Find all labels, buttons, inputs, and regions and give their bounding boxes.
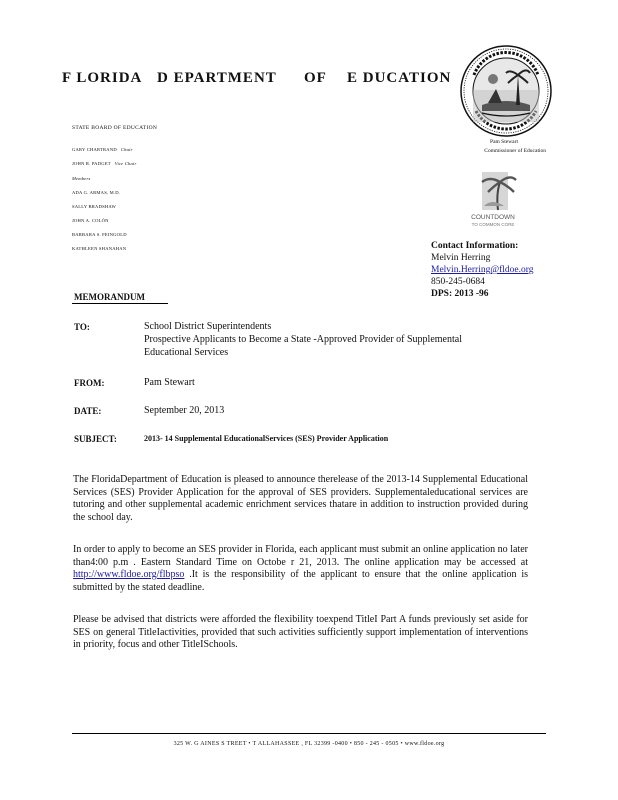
footer-address: 325 W. G AINES S TREET • T ALLAHASSEE , FL 32399 -0400 • 850 - 245 - 0505 • www.fldoe.org (173, 741, 445, 747)
contact-block (431, 240, 534, 300)
state-seal-icon (460, 45, 552, 137)
contact-email-link[interactable]: Melvin.Herring@fldoe.org (431, 265, 534, 275)
body-paragraph-3: Please be advised that districts were afforded the flexibility toexpend TitleI Part A funds previously set aside for SES on general TitleIactivities, provided that such activities sufficiently support implementation of interventions in priority, focus and other TitleISchools. (73, 614, 528, 650)
commissioner-name: Pam Stewart (490, 139, 518, 145)
body-paragraph-2: In order to apply to become an SES provider in Florida, each applicant must submit an online application no later than4:00 p.m . Eastern Standard Time on Octobe r 21, 2013. The online application may be accessed at http://www.fldoe.org/flbpso .It is the responsibility of the applicant to ensure that the online application is submitted by the stated deadline. (73, 544, 528, 593)
subject-label: SUBJECT: (74, 434, 117, 444)
title-department: D EPARTMENT (157, 70, 277, 86)
board-member: SALLY BRADSHAW (72, 204, 117, 209)
palm-tree-icon (458, 168, 528, 214)
board-member: BARBARA S. FEINGOLD (72, 232, 127, 237)
board-member: JOHN A. COLÓN (72, 218, 109, 223)
memorandum-heading: MEMORANDUM (74, 292, 145, 302)
board-member: GARY CHARTRAND Chair (72, 147, 133, 152)
contact-name: Melvin Herring (431, 253, 491, 263)
countdown-common-core-logo (458, 168, 528, 230)
to-recipients: School District Superintendents Prospective Applicants to Become a State -Approved Provider of Supplemental Educational Services (144, 321, 462, 358)
date-label: DATE: (74, 406, 102, 416)
state-board-label: STATE BOARD OF EDUCATION (72, 125, 158, 131)
date-value: September 20, 2013 (144, 405, 225, 416)
board-member: ADA G. ARMAS, M.D. (72, 190, 121, 195)
commissioner-title: Commissioner of Education (484, 148, 546, 154)
subject-value: 2013- 14 Supplemental EducationalServices (SES) Provider Application (144, 434, 389, 443)
footer-divider (72, 733, 546, 734)
contact-phone: 850-245-0684 (431, 277, 485, 287)
from-label: FROM: (74, 378, 105, 388)
from-value: Pam Stewart (144, 377, 195, 388)
memorandum-underline (72, 303, 168, 304)
body-paragraph-1: The FloridaDepartment of Education is pleased to announce therelease of the 2013-14 Supplemental Educational Services (SES) Provider Application for the approval of SES providers. Supplementaleducational services are tutoring and other supplemental academic enrichment services thatare in addition to instruction provided during the school day. (73, 474, 528, 523)
board-member: KATHLEEN SHANAHAN (72, 246, 127, 251)
members-heading: Members (72, 176, 91, 181)
application-link[interactable]: http://www.fldoe.org/flbpso (73, 569, 185, 580)
board-member: JOHN R. PADGET Vice Chair (72, 161, 137, 166)
contact-heading: Contact Information: (431, 241, 519, 251)
logo-line-2: TO COMMON CORE (471, 222, 515, 227)
title-of: OF (304, 70, 327, 86)
title-florida: F LORIDA (62, 70, 143, 86)
dps-number: DPS: 2013 -96 (431, 289, 489, 299)
title-education: E DUCATION (347, 70, 452, 86)
logo-line-1: COUNTDOWN (471, 214, 515, 221)
to-label: TO: (74, 322, 90, 332)
